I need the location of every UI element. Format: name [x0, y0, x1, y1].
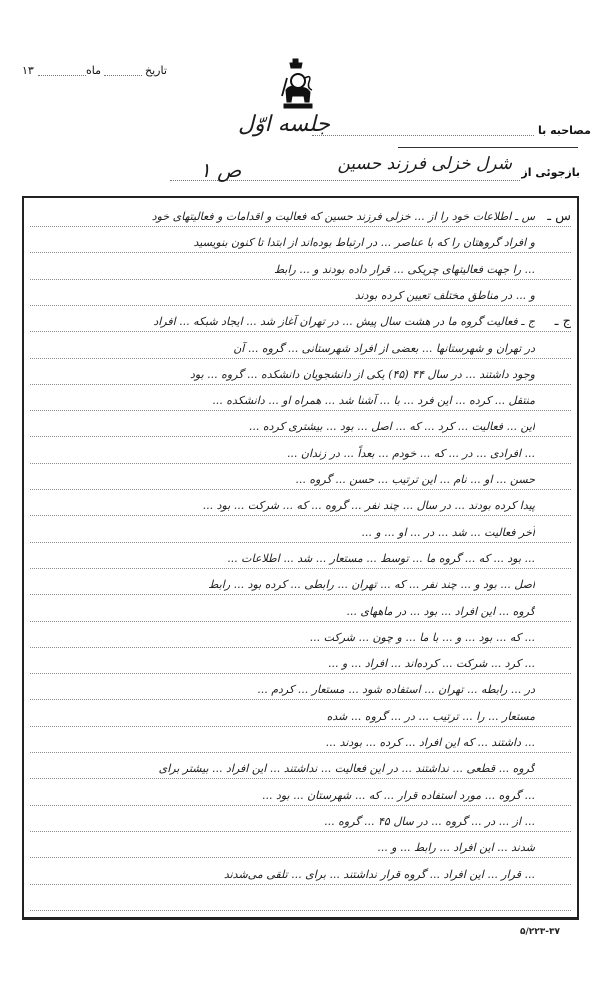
subject-name-field: شرل خزلی فرزند حسین — [337, 154, 512, 174]
question-marker: س ـ — [547, 209, 571, 224]
handwritten-line: ... را جهت فعالیتهای چریکی ... قرار داده بودند و ... رابط — [273, 262, 535, 276]
handwritten-line: و افراد گروهتان را که با عناصر ... در ارتباط بوده‌اند از ابتدا تا کنون بنویسید — [193, 236, 535, 250]
handwritten-line: ... بود ... که ... گروه ما ... توسط ... مستعار ... شد ... اطلاعات ... — [227, 551, 535, 565]
interrogation-of-label: بازجوئی از — [521, 166, 580, 179]
lion-and-sun-emblem — [276, 58, 316, 116]
handwritten-line: مستعار ... را ... ترتیب ... در ... گروه ... شده — [326, 709, 535, 723]
handwritten-line: س ـ اطلاعات خود را از ... خزلی فرزند حسین که فعالیت و اقدامات و فعالیتهای خود — [151, 210, 535, 223]
emblem-base — [284, 104, 312, 108]
handwritten-line: این ... فعالیت ... کرد ... که ... اصل ... بود ... بیشتری کرده ... — [248, 420, 535, 434]
handwritten-line: ... داشتند ... که این افراد ... کرده ... بودند ... — [325, 736, 535, 749]
handwritten-line: ... که ... بود ... و ... با ما ... و چون ... شرکت ... — [309, 630, 535, 644]
sun-icon — [291, 74, 305, 88]
handwritten-line: ج ـ فعالیت گروه ما در هشت سال پیش ... در تهران آغاز شد ... ایجاد شبکه ... افراد — [153, 315, 535, 329]
handwritten-line: ... از ... در ... گروه ... در سال ۴۵ ... گروه ... — [324, 814, 535, 828]
year-prefix: ۱۳ — [22, 64, 34, 77]
handwritten-line: شدند ... این افراد ... رابط ... و ... — [377, 841, 535, 855]
date-label: تاریخ — [145, 64, 167, 77]
interview-with-blank — [312, 135, 534, 136]
ruled-line — [30, 910, 571, 911]
page-number-field: ص ۱ — [200, 158, 242, 182]
month-label: ماه — [86, 64, 102, 77]
month-blank — [104, 75, 142, 76]
handwritten-line: اصل ... بود و ... چند نفر ... که ... تهران ... رابطی ... کرده بود ... رابط — [208, 578, 535, 592]
handwritten-line: ... افرادی ... در ... که ... خودم ... بعداً ... در زندان ... — [286, 446, 535, 460]
day-blank — [38, 75, 86, 76]
handwritten-line: گروه ... قطعی ... نداشتند ... در این فعالیت ... نداشتند ... این افراد ... بیشتر برای — [158, 762, 535, 776]
handwritten-line: در تهران و شهرستانها ... بعضی از افراد شهرستانی ... گروه ... آن — [233, 341, 535, 355]
document-code: ۵/۲۲۳-۳۷ — [520, 927, 560, 937]
session-field: جلسه اوّل — [238, 112, 331, 137]
handwritten-line: حسن ... او ... نام ... این ترتیب ... حسن ... گروه ... — [295, 473, 535, 486]
answer-marker: ج ـ — [554, 314, 571, 330]
crown-base — [290, 63, 302, 68]
handwritten-line: پیدا کرده بودند ... در سال ... چند نفر ... گروه ... که ... شرکت ... بود ... — [202, 499, 535, 513]
handwritten-line: منتقل ... کرده ... این فرد ... با ... آشنا شد ... همراه او ... دانشکده ... — [212, 394, 535, 408]
lion-icon — [286, 86, 310, 102]
crown-icon — [293, 59, 298, 62]
handwritten-line: وجود داشتند ... در سال ۴۴ (۴۵) یکی از دانشجویان دانشکده ... گروه ... بود — [190, 367, 535, 381]
handwritten-line: گروه ... این افراد ... بود ... در ماههای ... — [346, 604, 535, 618]
handwritten-line: ... گروه ... مورد استفاده قرار ... که ... شهرستان ... بود ... — [261, 788, 535, 802]
header-divider — [398, 147, 578, 148]
handwritten-line: ... کرد ... شرکت ... کرده‌اند ... افراد ... و ... — [328, 657, 535, 671]
interview-with-label: مصاحبه با — [538, 124, 591, 137]
handwritten-line: و ... در مناطق مختلف تعیین کرده بودند — [354, 288, 535, 302]
handwritten-line: آخر فعالیت ... شد ... در ... او ... و ... — [361, 525, 535, 539]
handwritten-line: ... قرار ... این افراد ... گروه قرار نداشتند ... برای ... تلقی می‌شدند — [223, 867, 535, 881]
answer-box — [22, 196, 579, 920]
handwritten-line: در ... رابطه ... تهران ... استفاده شود ... مستعار ... کردم ... — [257, 683, 535, 697]
